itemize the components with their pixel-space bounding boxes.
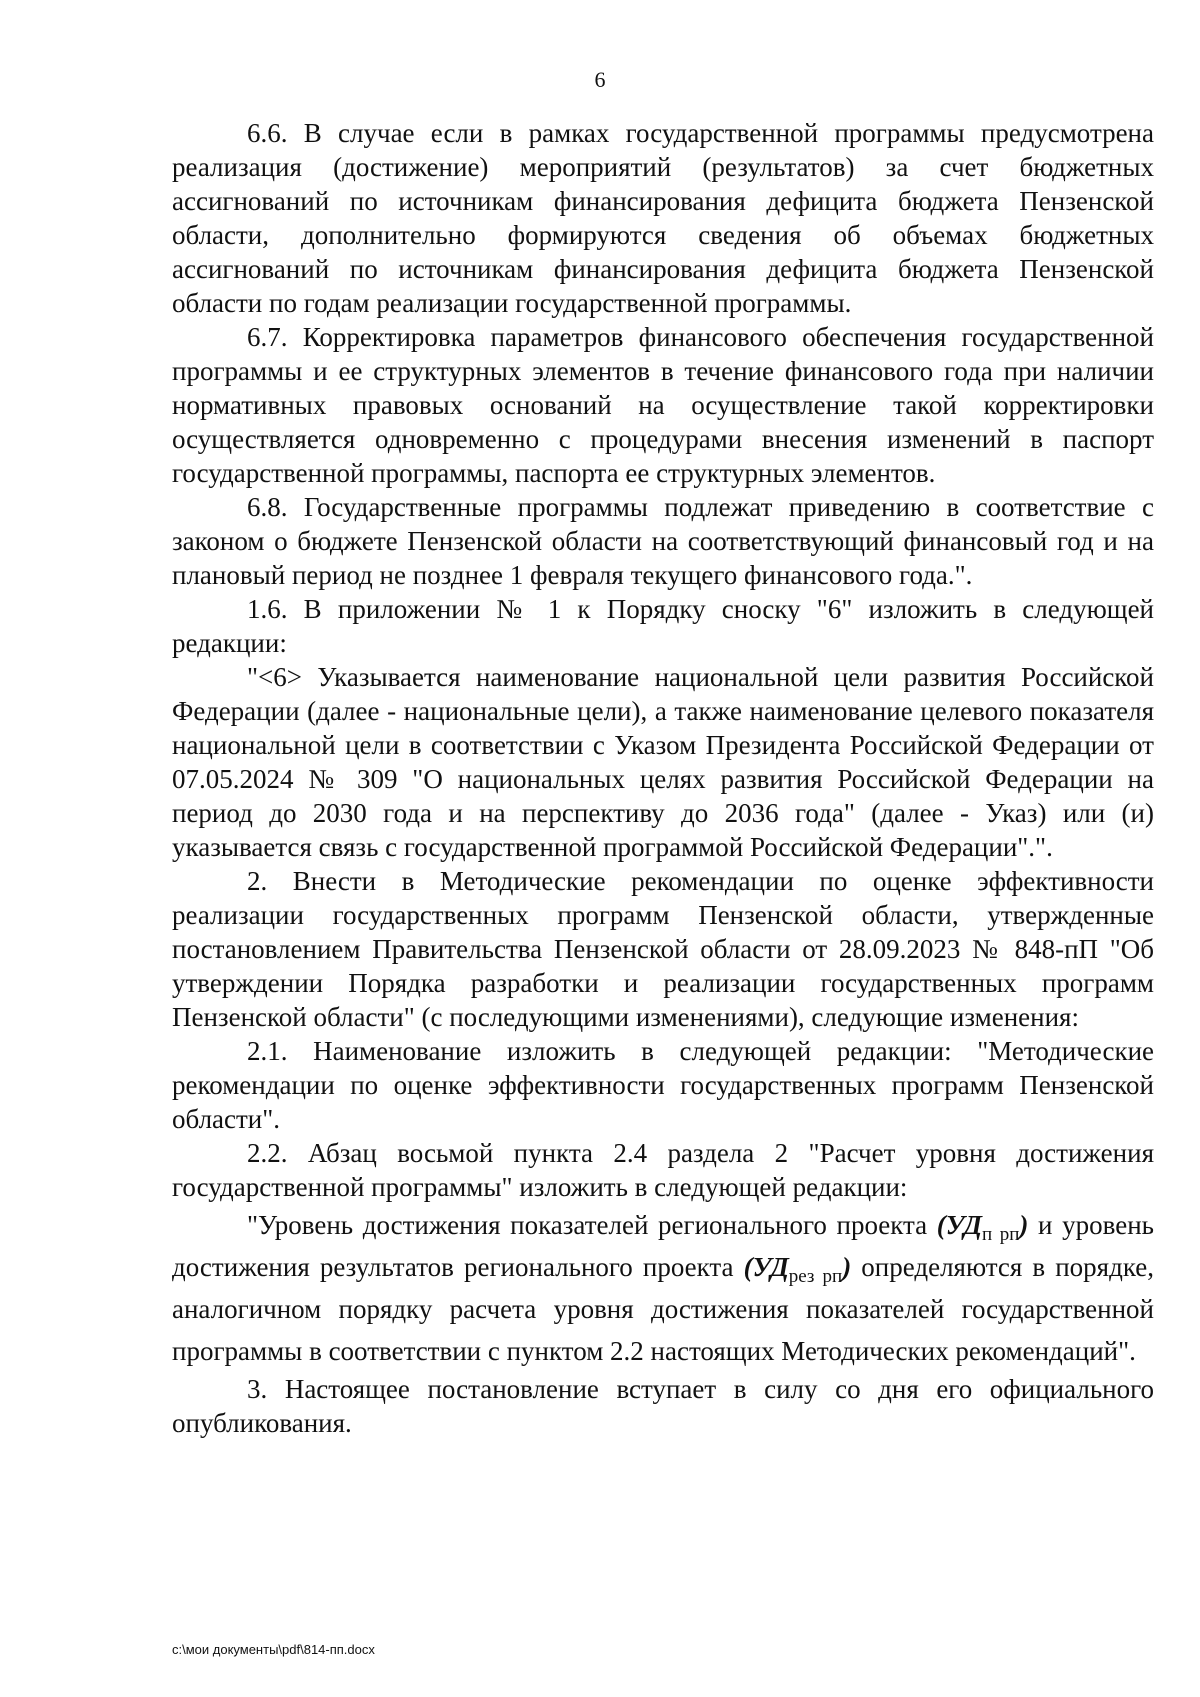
- paragraph-2-2: 2.2. Абзац восьмой пункта 2.4 раздела 2 "Расчет уровня достижения государственной программы" изложить в следующей редакции:: [172, 1138, 1154, 1202]
- paragraph-6-8: 6.8. Государственные программы подлежат приведению в соответствие с законом о бюджете Пензенской области на соответствующий финансовый год и на плановый период не позднее 1 февраля текущего финансового года.".: [172, 492, 1154, 590]
- formula-symbol-ud-indicators: $(УД_{п рп})$: [936, 1210, 1029, 1245]
- paragraph-1-6: 1.6. В приложении № 1 к Порядку сноску "6" изложить в следующей редакции:: [172, 594, 1154, 658]
- paragraph-6-7: 6.7. Корректировка параметров финансового обеспечения государственной программы и ее структурных элементов в течение финансового года при наличии нормативных правовых оснований на осуществление такой корректировки осуществляется одновременно с процедурами внесения изменений в паспорт государственной программы, паспорта ее структурных элементов.: [172, 322, 1154, 488]
- formula-symbol-main: УД: [945, 1210, 982, 1240]
- formula-symbol-main: УД: [752, 1252, 789, 1282]
- formula-symbol-ud-results: $(УД_{рез рп})$: [743, 1252, 852, 1287]
- formula-text-part3: определяются в порядке, аналогичном порядку расчета уровня достижения показателей государственной программы в соответствии с пунктом 2.2 настоящих Методических рекомендаций".: [172, 1252, 1154, 1366]
- footer-file-path: c:\мои документы\pdf\814-пп.docx: [172, 1642, 375, 1657]
- formula-text-part2: и уровень достижения результатов регионального проекта: [172, 1210, 1154, 1282]
- paragraph-2-1: 2.1. Наименование изложить в следующей редакции: "Методические рекомендации по оценке эффективности государственных программ Пензенской области".: [172, 1036, 1154, 1134]
- paragraph-6-6: 6.6. В случае если в рамках государственной программы предусмотрена реализация (достижение) мероприятий (результатов) за счет бюджетных ассигнований по источникам финансирования дефицита бюджета Пензенской области, дополнительно формируются сведения об объемах бюджетных ассигнований по источникам финансирования дефицита бюджета Пензенской области по годам реализации государственной программы.: [172, 118, 1154, 318]
- paragraph-2: 2. Внести в Методические рекомендации по оценке эффективности реализации государственных программ Пензенской области, утвержденные постановлением Правительства Пензенской области от 28.09.2023 № 848-пП "Об утверждении Порядка разработки и реализации государственных программ Пензенской области" (с последующими изменениями), следующие изменения:: [172, 866, 1154, 1032]
- paragraph-formula: [172, 1204, 1154, 1372]
- paragraph-3: 3. Настоящее постановление вступает в силу со дня его официального опубликования.: [172, 1374, 1154, 1438]
- formula-symbol-subscript: п рп: [981, 1224, 1020, 1245]
- page-number: 6: [594, 67, 606, 92]
- formula-symbol-subscript: рез рп: [788, 1266, 843, 1287]
- document-body: [172, 116, 1154, 1440]
- formula-text-part1: "Уровень достижения показателей регионального проекта: [247, 1210, 937, 1240]
- paragraph-footnote-6: "<6> Указывается наименование национальной цели развития Российской Федерации (далее - национальные цели), а также наименование целевого показателя национальной цели в соответствии с Указом Президента Российской Федерации от 07.05.2024 № 309 "О национальных целях развития Российской Федерации на период до 2030 года и на перспективу до 2036 года" (далее - Указ) или (и) указывается связь с государственной программой Российской Федерации".".: [172, 662, 1154, 862]
